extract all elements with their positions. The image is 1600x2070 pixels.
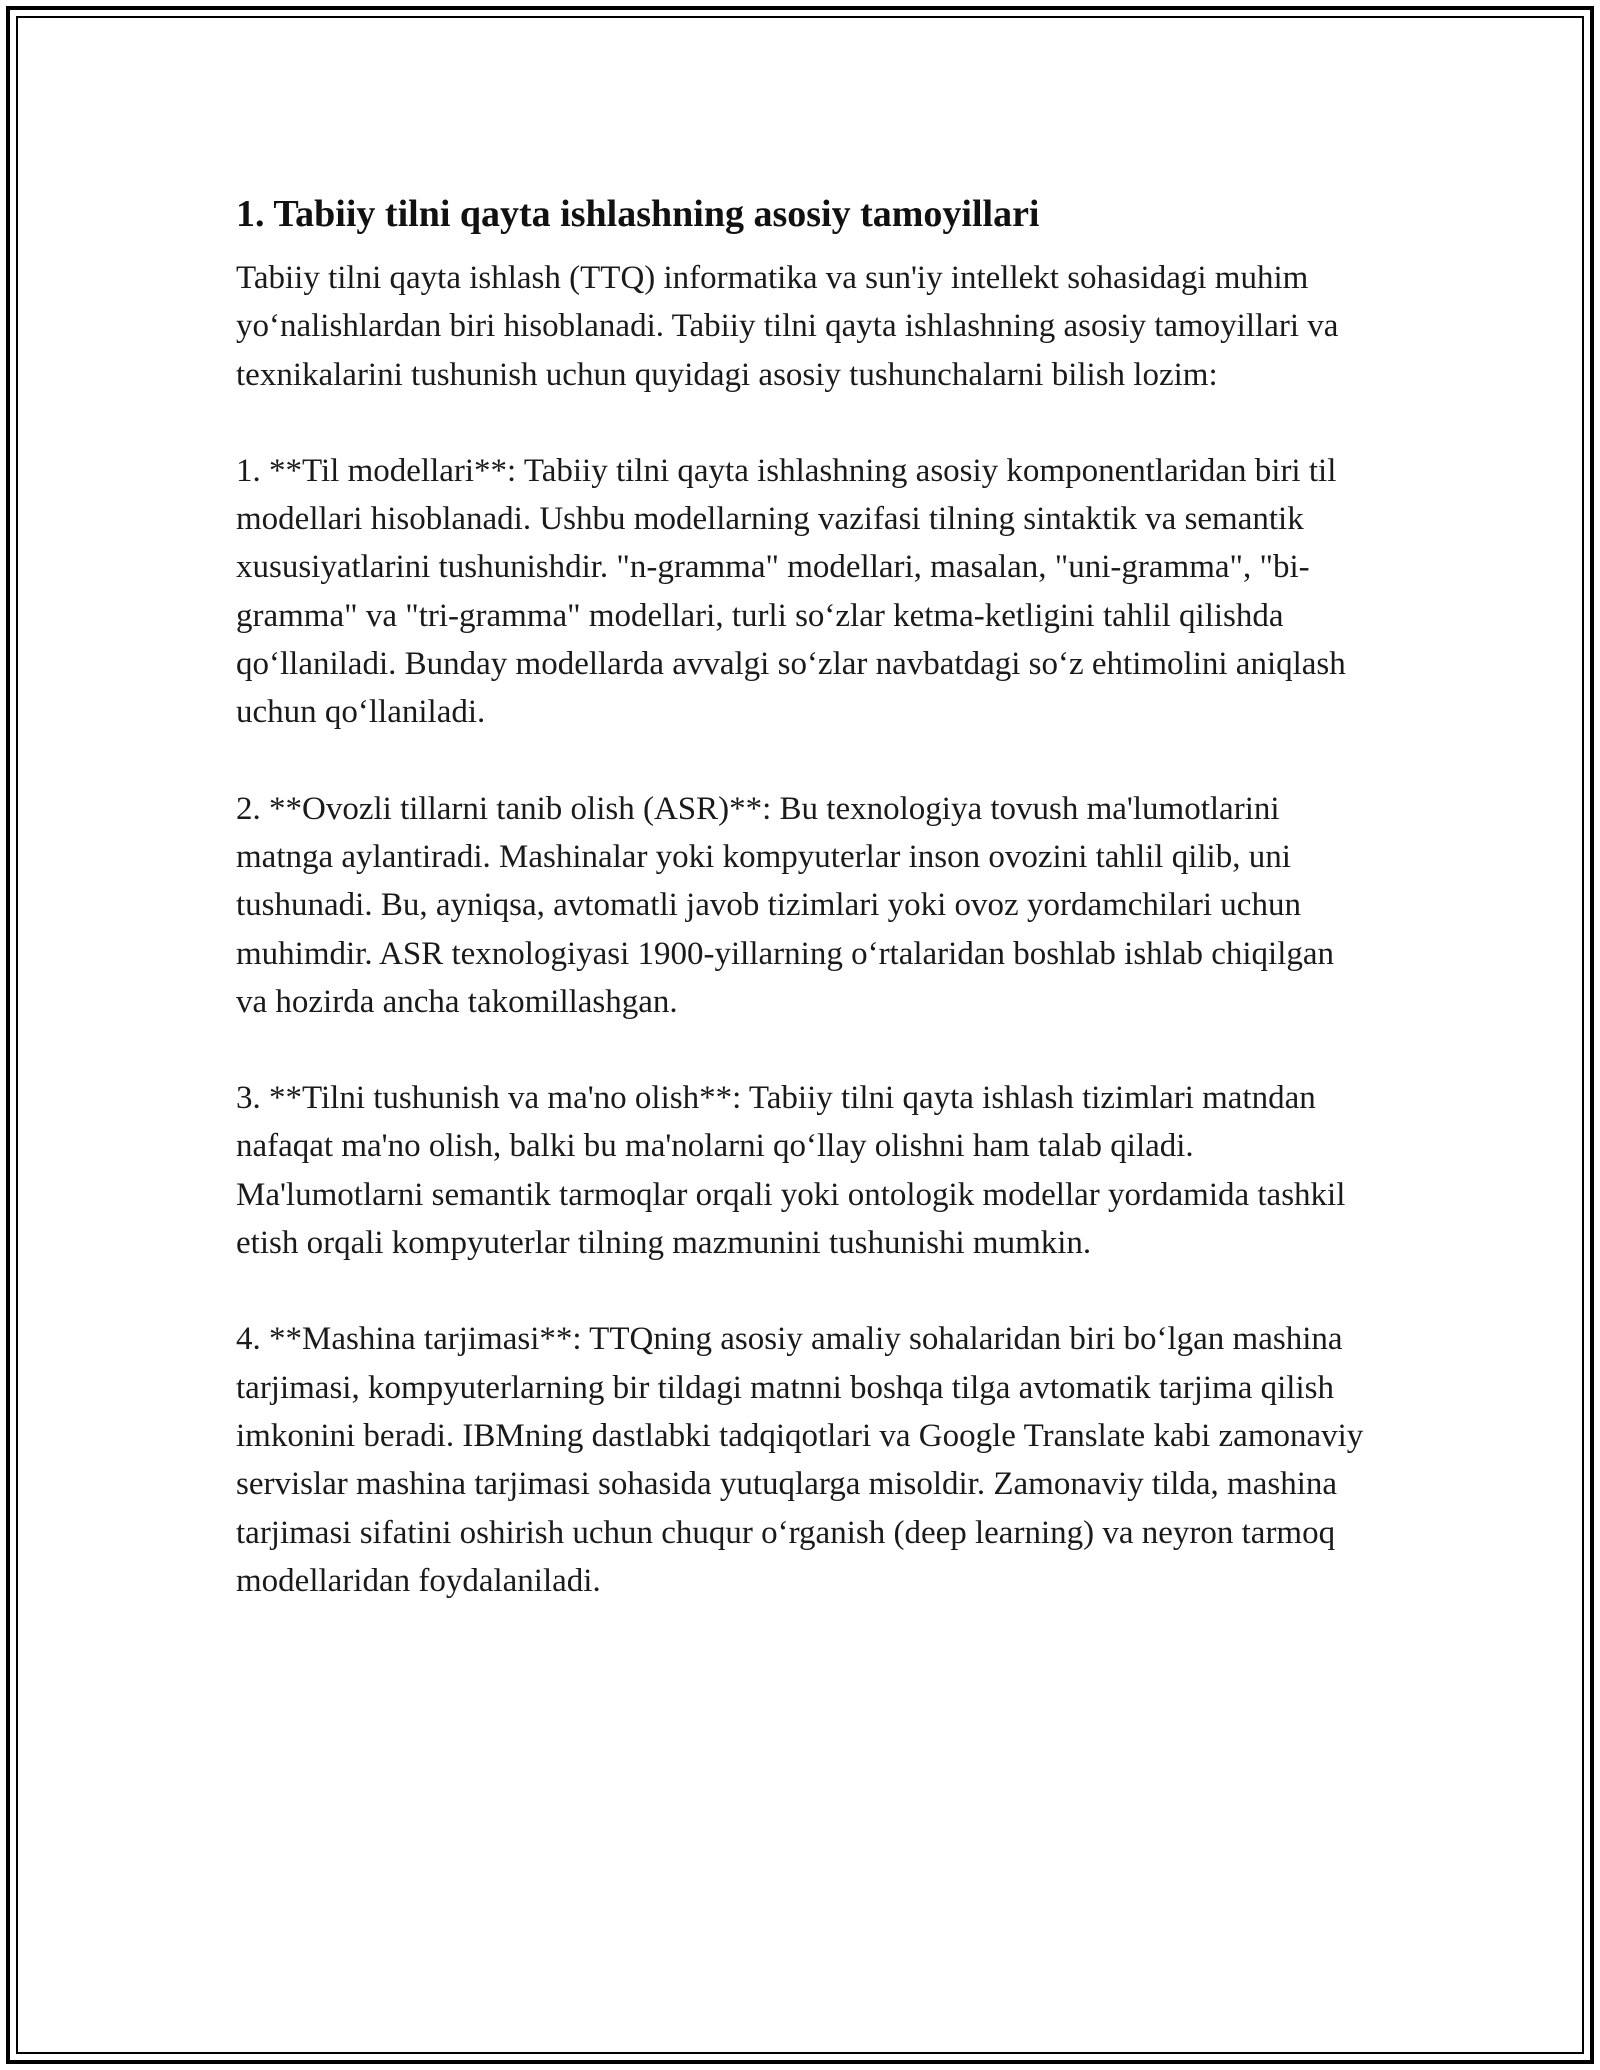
paragraph-asr: 2. **Ovozli tillarni tanib olish (ASR)**: Bu texnologiya tovush ma'lumotlarini matnga aylantiradi. Mashinalar yoki kompyuterlar inson ovozini tahlil qilib, uni tushunadi. Bu, ayniqsa, avtomatli javob tizimlari yoki ovoz yordamchilari uchun muhimdir. ASR texnologiyasi 1900-yillarning o‘rtalaridan boshlab ishlab chiqilgan va hozirda ancha takomillashgan. [236,790,1335,1020]
document-title: 1. Tabiiy tilni qayta ishlashning asosiy tamoyillari [236,193,1040,235]
paragraph-til-modellari: 1. **Til modellari**: Tabiiy tilni qayta ishlashning asosiy komponentlaridan biri til modellari hisoblanadi. Ushbu modellarning vazifasi tilning sintaktik va semantik xususiyatlarini tushunishdir. "n-gramma" modellari, masalan, "uni-gramma", "bi-gramma" va "tri-gramma" modellari, turli so‘zlar ketma-ketligini tahlil qilishda qo‘llaniladi. Bunday modellarda avvalgi so‘zlar navbatdagi so‘z ehtimolini aniqlash uchun qo‘llaniladi. [236,452,1346,731]
paragraph-mashina-tarjimasi: 4. **Mashina tarjimasi**: TTQning asosiy amaliy sohalaridan biri bo‘lgan mashina tarjimasi, kompyuterlarning bir tildagi matnni boshqa tilga avtomatik tarjima qilish imkonini beradi. IBMning dastlabki tadqiqotlari va Google Translate kabi zamonaviy servislar mashina tarjimasi sohasida yutuqlarga misoldir. Zamonaviy tilda, mashina tarjimasi sifatini oshirish uchun chuqur o‘rganish (deep learning) va neyron tarmoq modellaridan foydalaniladi. [236,1321,1364,1599]
paragraph-tilni-tushunish: 3. **Tilni tushunish va ma'no olish**: Tabiiy tilni qayta ishlash tizimlari matndan nafaqat ma'no olish, balki bu ma'nolarni qo‘llay olishni ham talab qiladi. Ma'lumotlarni semantik tarmoqlar orqali yoki ontologik modellar yordamida tashkil etish orqali kompyuterlar tilning mazmunini tushunishi mumkin. [236,1080,1346,1262]
intro-paragraph: Tabiiy tilni qayta ishlash (TTQ) informatika va sun'iy intellekt sohasidagi muhim yo‘nalishlardan biri hisoblanadi. Tabiiy tilni qayta ishlashning asosiy tamoyillari va texnikalarini tushunish uchun quyidagi asosiy tushunchalarni bilish lozim: [236,260,1339,393]
document-body [236,188,1366,1605]
